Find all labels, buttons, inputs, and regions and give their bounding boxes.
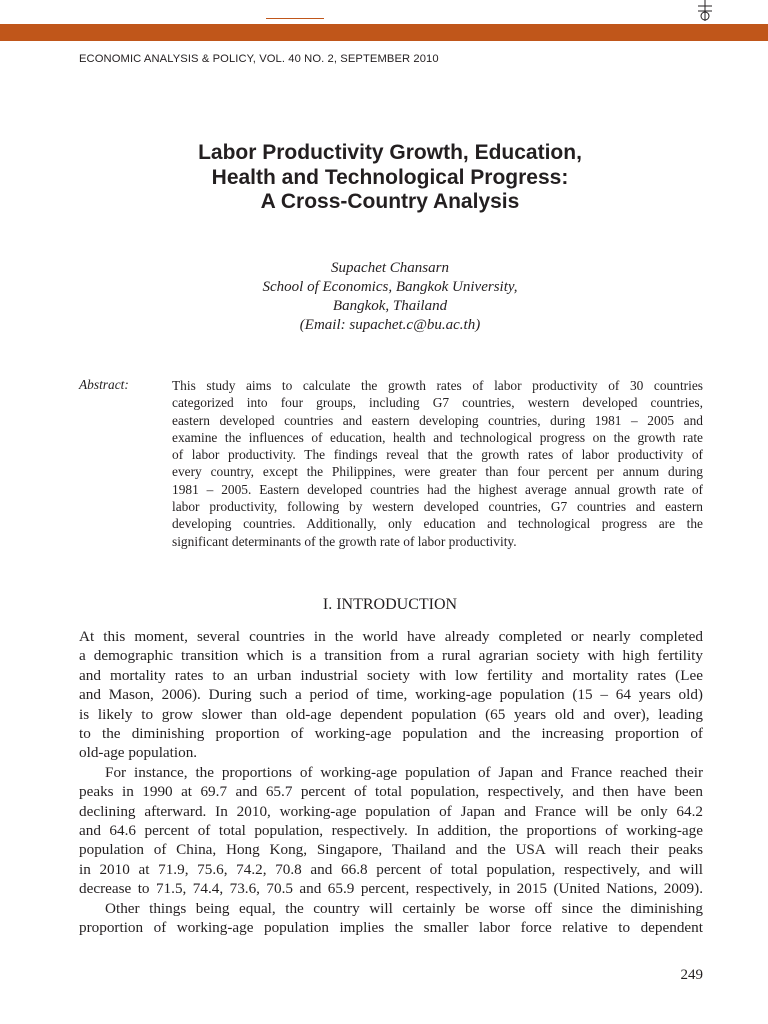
paragraph-line: Other things being equal, the country will certainly be worse off since the diminishing [105, 899, 703, 917]
abstract-line: This study aims to calculate the growth rates of labor productivity of 30 countries [172, 378, 703, 393]
paragraph-line: and 64.6 percent of total population, respectively. In addition, the proportions of working-age [79, 822, 703, 840]
crop-mark-icon [696, 0, 714, 22]
abstract-line: labor productivity, following by western developed countries, G7 countries and eastern [172, 499, 703, 515]
paragraph-line: population of China, Hong Kong, Singapore, Thailand and the USA will reach their peaks [79, 841, 703, 859]
body-text [79, 627, 703, 938]
paragraph-line: decrease to 71.5, 74.4, 73.6, 70.5 and 65.9 percent, respectively, in 2015 (United Nations, 2009). [79, 880, 703, 898]
paragraph-line: and mortality rates to an urban industrial society with low fertility and mortality rates (Lee [79, 666, 703, 684]
title-line: A Cross-Country Analysis [260, 190, 520, 213]
paragraph-line: peaks in 1990 at 69.7 and 65.7 percent of total population, respectively, and then have been [79, 783, 703, 801]
author-name: Supachet Chansarn [331, 260, 449, 276]
paragraph-line: in 2010 at 71.9, 75.6, 74.2, 70.8 and 66.8 percent of total population, respectively, and will [79, 860, 703, 878]
paragraph-line: old-age population. [79, 744, 198, 762]
header-color-band [0, 24, 768, 41]
author-email: (Email: supachet.c@bu.ac.th) [299, 317, 481, 333]
abstract-label: Abstract: [79, 377, 129, 392]
paragraph-line: For instance, the proportions of working-age population of Japan and France reached their [105, 763, 703, 781]
affiliation-line: School of Economics, Bangkok University, [262, 279, 518, 295]
abstract-line: every country, except the Philippines, were greater than four percent per annum during [172, 464, 703, 480]
paragraph-line: to the diminishing proportion of working-age population and the increasing proportion of [79, 725, 703, 743]
paragraph-line: and Mason, 2006). During such a period of time, working-age population (15 – 64 years old) [79, 686, 703, 704]
abstract-line: of labor productivity. The findings reveal that the growth rates of labor productivity of [172, 447, 703, 463]
abstract-line: developing countries. Additionally, only education and technological progress are the [172, 516, 703, 532]
paragraph-line: declining afterward. In 2010, working-age population of Japan and France will be only 64.2 [79, 802, 703, 820]
section-heading: I. INTRODUCTION [322, 596, 458, 613]
abstract-line: examine the influences of education, health and technological progress on the growth rate [172, 429, 703, 445]
paragraph-line: is likely to grow slower than old-age dependent population (65 years old and over), leading [79, 705, 703, 723]
paragraph-line: a demographic transition which is a transition from a rural agrarian society with high fertility [79, 647, 703, 665]
page-number: 249 [680, 967, 703, 983]
author-block [79, 259, 701, 335]
paragraph-line: proportion of working-age population implies the smaller labor force relative to dependent [79, 919, 703, 937]
abstract-line: categorized into four groups, including G7 countries, western developed countries, [172, 395, 703, 411]
abstract-line: significant determinants of the growth rate of labor productivity. [172, 533, 517, 549]
abstract-line: eastern developed countries and eastern developing countries, during 1981 – 2005 and [172, 412, 703, 428]
article-title [79, 141, 701, 215]
paragraph-line: At this moment, several countries in the world have already completed or nearly completed [79, 628, 703, 645]
abstract-line: 1981 – 2005. Eastern developed countries had the highest average annual growth rate of [172, 481, 703, 497]
journal-citation: ECONOMIC ANALYSIS & POLICY, VOL. 40 NO. 2, SEPTEMBER 2010 [79, 53, 439, 65]
title-line: Labor Productivity Growth, Education, [198, 141, 582, 164]
abstract-text [172, 377, 703, 550]
affiliation-line: Bangkok, Thailand [332, 298, 448, 314]
title-line: Health and Technological Progress: [211, 165, 569, 189]
header-rule [266, 18, 324, 19]
